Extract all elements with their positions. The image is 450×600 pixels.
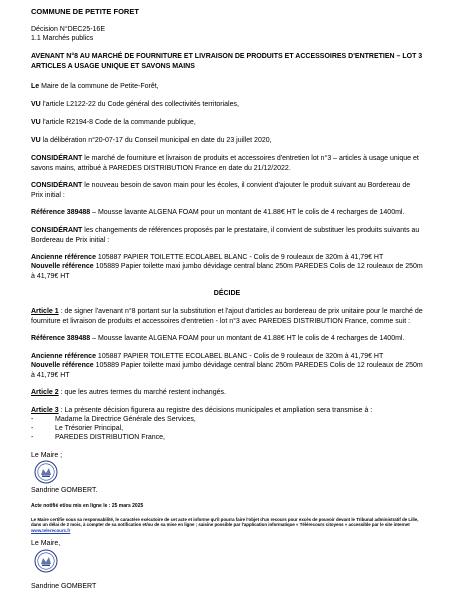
article-1: Article 1 : de signer l'avenant n°8 portant sur la substitution et l'ajout d'articles au bordereau de prix unitaire pour le marché de fourniture et livraison de produits et accessoires d'entretien - lot n°3 avec PAREDES DISTRIBUTION France, comme suit : — [31, 308, 423, 325]
article-3: Article 3 : La présente décision figurera au registre des décisions municipales et ampliation sera transmise à : — [31, 407, 373, 414]
decision-category: 1.1 Marchés publics — [31, 35, 94, 42]
recipient-item: - PAREDES DISTRIBUTION France, — [31, 434, 165, 441]
recipient-item: - Madame la Directrice Générale des Services, — [31, 416, 196, 423]
maire-line: Le Maire de la commune de Petite-Forêt, — [31, 83, 159, 90]
signatory-name-2: Sandrine GOMBERT — [31, 583, 97, 590]
considerant-3: CONSIDÉRANT les changements de références proposés par le prestataire, il convient de substituer les produits suivants au Bordereau de Prix initial : — [31, 227, 420, 244]
le-maire-label-2: Le Maire, — [31, 540, 61, 547]
municipal-seal-icon — [34, 549, 58, 573]
new-reference-1: Nouvelle référence 105889 Papier toilette maxi jumbo dévidage central blanc 250m PAREDES Colis de 12 rouleaux de 250m à 41,79€ HT — [31, 263, 423, 280]
vu-line-2: VU l'article R2194-8 Code de la commande publique, — [31, 119, 196, 126]
municipal-seal-icon — [34, 460, 58, 484]
vu-line-3: VU la délibération n°20-07-17 du Conseil municipal en date du 23 juillet 2020, — [31, 137, 272, 144]
legal-notice: Le Maire certifie sous sa responsabilité, le caractère exécutoire de cet acte et informe qu'il pourra faire l'objet d'un recours pour excès de pouvoir devant le Tribunal administratif de Lille, dans un délai de 2 mois, à compter de sa notification et/ou de sa mise en ligne ; saisine possible par l'application informatique « Télérecours citoyens » accessible par le site internet www.telerecours.fr — [31, 517, 419, 533]
telerecours-link[interactable]: www.telerecours.fr — [31, 527, 71, 533]
decide-heading: DÉCIDE — [213, 290, 241, 297]
online-notice: Acte notifié et/ou mis en ligne le : 25 mars 2025 — [31, 503, 144, 509]
decision-number: Décision N°DEC25-16E — [31, 26, 105, 33]
old-reference-1: Ancienne référence 105887 PAPIER TOILETTE ECOLABEL BLANC - Colis de 9 rouleaux de 320m à 41,79€ HT — [31, 254, 384, 261]
considerant-1: CONSIDÉRANT le marché de fourniture et livraison de produits et accessoires d'entretien lot n°3 – articles à usage unique et savons mains, attribué à PAREDES DISTRIBUTION France en date du 21/12/2022. — [31, 155, 419, 172]
new-reference-2: Nouvelle référence 105889 Papier toilette maxi jumbo dévidage central blanc 250m PAREDES Colis de 12 rouleaux de 250m à 41,79€ HT — [31, 362, 423, 379]
reference-line-2: Référence 389488 – Mousse lavante ALGENA FOAM pour un montant de 41.88€ HT le colis de 4 recharges de 1400ml. — [31, 335, 405, 342]
considerant-2: CONSIDÉRANT le nouveau besoin de savon main pour les écoles, il convient d'ajouter le produit suivant au Bordereau de Prix initial : — [31, 182, 411, 199]
signatory-name-1: Sandrine GOMBERT. — [31, 487, 98, 494]
old-reference-2: Ancienne référence 105887 PAPIER TOILETTE ECOLABEL BLANC - Colis de 9 rouleaux de 320m à 41,79€ HT — [31, 353, 384, 360]
reference-line-1: Référence 389488 – Mousse lavante ALGENA FOAM pour un montant de 41.88€ HT le colis de 4 recharges de 1400ml. — [31, 209, 405, 216]
recipient-item: - Le Trésorier Principal, — [31, 425, 124, 432]
article-2: Article 2 : que les autres termes du marché restent inchangés. — [31, 389, 226, 396]
le-maire-label-1: Le Maire ; — [31, 452, 63, 459]
decision-title: AVENANT N°8 AU MARCHÉ DE FOURNITURE ET LIVRAISON DE PRODUITS ET ACCESSOIRES D'ENTRETIEN – LOT 3 ARTICLES A USAGE UNIQUE ET SAVONS MAINS — [31, 53, 423, 70]
commune-name: COMMUNE DE PETITE FORET — [31, 7, 139, 16]
vu-line-1: VU l'article L2122-22 du Code général des collectivités territoriales, — [31, 101, 239, 108]
